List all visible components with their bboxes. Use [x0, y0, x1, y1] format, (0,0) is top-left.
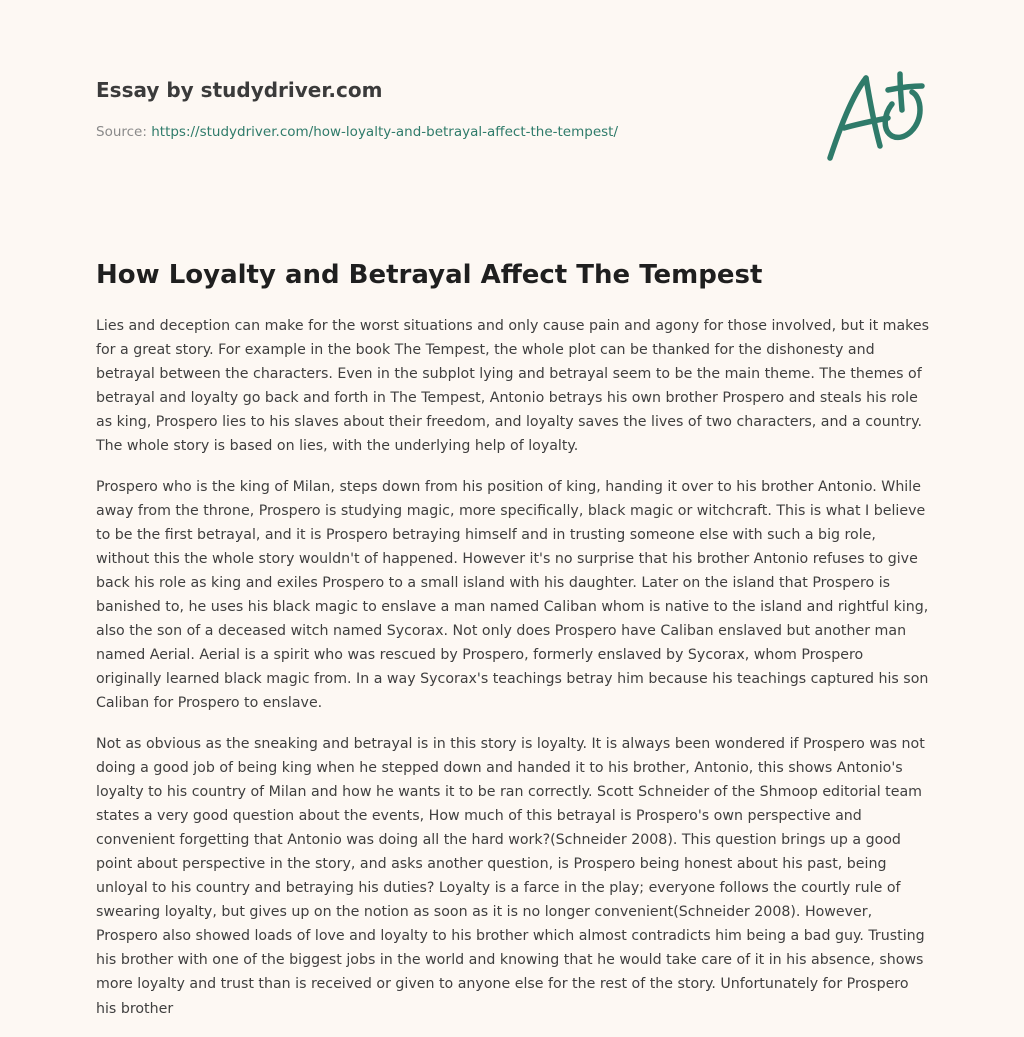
page-header	[96, 76, 796, 142]
article-body	[96, 314, 931, 1037]
source-link[interactable]: https://studydriver.com/how-loyalty-and-betrayal-affect-the-tempest/	[151, 124, 619, 140]
article-paragraph: Not as obvious as the sneaking and betrayal is in this story is loyalty. It is always been wondered if Prospero was not doing a good job of being king when he stepped down and handed it to his brother, Antonio, this shows Antonio's loyalty to his country of Milan and how he wants it to be ran correctly. Scott Schneider of the Shmoop editorial team states a very good question about the events, How much of this betrayal is Prospero's own perspective and convenient forgetting that Antonio was doing all the hard work?(Schneider 2008). This question brings up a good point about perspective in the story, and asks another question, is Prospero being honest about his past, being unloyal to his country and betraying his duties? Loyalty is a farce in the play; everyone follows the courtly rule of swearing loyalty, but gives up on the notion as soon as it is no longer convenient(Schneider 2008). However, Prospero also showed loads of love and loyalty to his brother which almost contradicts him being a bad guy. Trusting his brother with one of the biggest jobs in the world and knowing that he would take care of it in his absence, shows more loyalty and trust than is received or given to anyone else for the rest of the story. Unfortunately for Prospero his brother	[96, 735, 925, 1017]
a-plus-logo-icon	[822, 66, 932, 166]
source-line	[96, 122, 796, 142]
article-paragraph: Lies and deception can make for the worst situations and only cause pain and agony for those involved, but it makes for a great story. For example in the book The Tempest, the whole plot can be thanked for the dishonesty and betrayal between the characters. Even in the subplot lying and betrayal seem to be the main theme. The themes of betrayal and loyalty go back and forth in The Tempest, Antonio betrays his own brother Prospero and steals his role as king, Prospero lies to his slaves about their freedom, and loyalty saves the lives of two characters, and a country. The whole story is based on lies, with the underlying help of loyalty.	[96, 318, 930, 455]
article-paragraph: Prospero who is the king of Milan, steps down from his position of king, handing it over to his brother Antonio. While away from the throne, Prospero is studying magic, more specifically, black magic or witchcraft. This is what I believe to be the first betrayal, and it is Prospero betraying himself and in trusting someone else with such a big role, without this the whole story wouldn't of happened. However it's no surprise that his brother Antonio refuses to give back his role as king and exiles Prospero to a small island with his daughter. Later on the island that Prospero is banished to, he uses his black magic to enslave a man named Caliban whom is native to the island and rightful king, also the son of a deceased witch named Sycorax. Not only does Prospero have Caliban enslaved but another man named Aerial. Aerial is a spirit who was rescued by Prospero, formerly enslaved by Sycorax, whom Prospero originally learned black magic from. In a way Sycorax's teachings betray him because his teachings captured his son Caliban for Prospero to enslave.	[96, 478, 929, 712]
source-label: Source:	[96, 124, 152, 140]
article-title: How Loyalty and Betrayal Affect The Tempest	[96, 260, 763, 290]
site-title: Essay by studydriver.com	[96, 78, 383, 102]
